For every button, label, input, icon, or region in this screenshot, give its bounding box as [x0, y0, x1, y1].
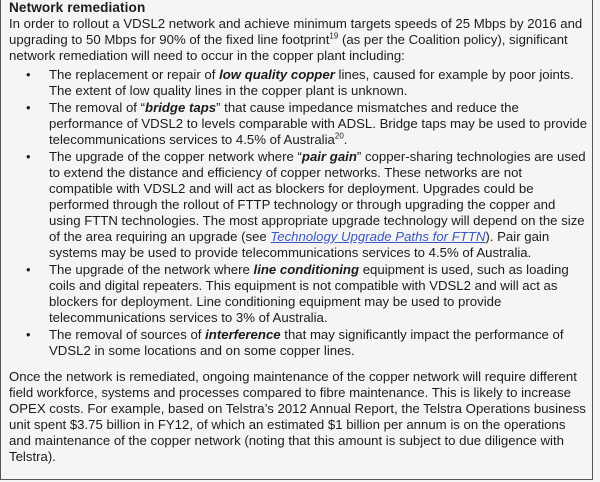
list-item [9, 100, 589, 148]
footnote-ref-20[interactable]: 20 [334, 131, 344, 141]
bullet-icon: • [26, 100, 31, 115]
keyword: bridge taps [145, 100, 217, 115]
item-text: The upgrade of the copper network where “ [49, 149, 302, 164]
footnote-ref-19[interactable]: 19 [329, 31, 339, 41]
item-text: The upgrade of the network where [49, 262, 254, 277]
intro-paragraph [9, 16, 589, 64]
list-item [9, 149, 589, 261]
section-content [9, 0, 589, 465]
keyword: interference [205, 327, 281, 342]
item-text: lines, caused for example by poor joints. The extent of low quality lines in the copper plant is unknown. [49, 67, 574, 98]
item-text: . [343, 132, 348, 147]
list-item [9, 262, 589, 326]
upgrade-paths-link[interactable]: Technology Upgrade Paths for FTTN [270, 229, 486, 244]
keyword: low quality copper [219, 67, 335, 82]
item-text: The removal of “ [49, 100, 146, 115]
item-text: ” copper-sharing technologies are used to extend the distance and efficiency of copper networks. These networks are not compatible with VDSL2 and will act as blockers for deployment. Upgrades could be performed through the rollout of FTTP technology or through upgrading the copper and using FTTN technologies. The most appropriate upgrade technology will depend on the size of the area requiring an upgrade (see [49, 149, 586, 244]
bullet-icon: • [26, 67, 31, 82]
keyword: pair gain [301, 149, 357, 164]
section-heading: Network remediation [9, 0, 146, 15]
item-text: ” that cause impedance mismatches and reduce the performance of VDSL2 to levels comparable with ADSL. Bridge taps may be used to provide telecommunications services to 4.5% of Australia [49, 100, 588, 147]
intro-text-cont: (as per the Coalition policy), significant network remediation will need to occur in the copper plant including: [9, 32, 568, 63]
keyword: line conditioning [253, 262, 360, 277]
remediation-list [9, 67, 589, 359]
item-text: that may significantly impact the performance of VDSL2 in some locations and on some copper lines. [49, 327, 564, 358]
item-text: ). Pair gain systems may be used to provide telecommunications services to 4.5% of Australia. [49, 229, 550, 260]
intro-text: In order to rollout a VDSL2 network and achieve minimum targets speeds of 25 Mbps by 2016 and upgrading to 50 Mbps for 90% of the fixed line footprint [9, 16, 583, 47]
item-text: The replacement or repair of [49, 67, 220, 82]
item-text: The removal of sources of [49, 327, 206, 342]
bullet-icon: • [26, 327, 31, 342]
item-text: equipment is used, such as loading coils and digital repeaters. This equipment is not compatible with VDSL2 and will act as blockers for deployment. Line conditioning equipment may be used to provide telecommunications services to 3% of Australia. [49, 262, 569, 325]
list-item [9, 327, 589, 359]
closing-paragraph: Once the network is remediated, ongoing maintenance of the copper network will require different field workforce, systems and processes compared to fibre maintenance. This is likely to increase OPEX costs. For example, based on Telstra’s 2012 Annual Report, the Telstra Operations business unit spent $3.75 billion in FY12, of which an estimated $1 billion per annum is on the operations and maintenance of the copper network (noting that this amount is subject to due diligence with Telstra). [9, 369, 586, 464]
bullet-icon: • [26, 262, 31, 277]
list-item [9, 67, 589, 99]
bullet-icon: • [26, 149, 31, 164]
